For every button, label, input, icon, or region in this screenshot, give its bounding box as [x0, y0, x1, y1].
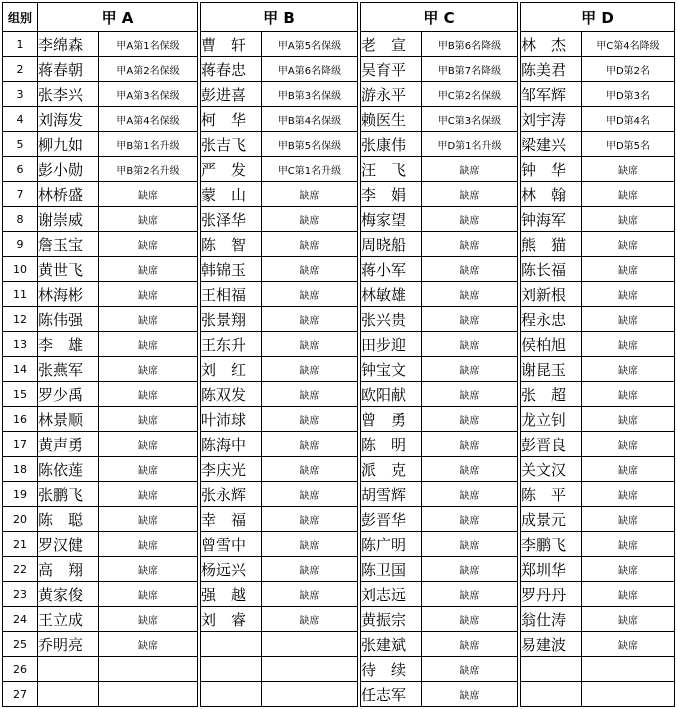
group-a-player-name: 陈伟强	[38, 307, 99, 332]
group-c-player-status: 缺席	[422, 332, 518, 357]
group-a-player-status: 缺席	[99, 182, 198, 207]
table-row	[3, 32, 675, 57]
group-b-header: 甲 B	[201, 3, 358, 32]
group-c-player-name: 林敏雄	[361, 282, 422, 307]
group-a-player-name: 彭小勋	[38, 157, 99, 182]
group-c-player-status: 甲C第2名保级	[422, 82, 518, 107]
group-b-player-name: 彭进喜	[201, 82, 262, 107]
group-c-player-status: 缺席	[422, 557, 518, 582]
group-d-player-status: 缺席	[582, 232, 675, 257]
group-d-player-name: 张 超	[521, 382, 582, 407]
group-b-player-name: 刘 睿	[201, 607, 262, 632]
group-d-player-name: 李鹏飞	[521, 532, 582, 557]
table-row	[3, 657, 675, 682]
group-b-player-status: 缺席	[262, 257, 358, 282]
group-a-player-name: 陈 聪	[38, 507, 99, 532]
group-d-player-name: 邹军辉	[521, 82, 582, 107]
group-d-player-status: 缺席	[582, 307, 675, 332]
group-c-player-status: 甲D第1名升级	[422, 132, 518, 157]
group-b-player-name: 叶沛球	[201, 407, 262, 432]
group-b-player-name: 张景翔	[201, 307, 262, 332]
group-c-player-status: 缺席	[422, 432, 518, 457]
table-row	[3, 307, 675, 332]
group-a-player-status: 缺席	[99, 232, 198, 257]
row-number: 7	[3, 182, 38, 207]
group-b-player-status: 缺席	[262, 457, 358, 482]
row-number: 5	[3, 132, 38, 157]
group-d-player-name: 刘新根	[521, 282, 582, 307]
group-a-player-status: 缺席	[99, 307, 198, 332]
group-a-player-name: 高 翔	[38, 557, 99, 582]
group-d-player-status: 缺席	[582, 407, 675, 432]
group-b-player-status: 缺席	[262, 382, 358, 407]
row-number: 9	[3, 232, 38, 257]
group-d-player-status: 缺席	[582, 582, 675, 607]
group-a-player-name: 李 雄	[38, 332, 99, 357]
group-d-header: 甲 D	[521, 3, 675, 32]
row-number: 2	[3, 57, 38, 82]
table-row	[3, 507, 675, 532]
group-a-player-name: 王立成	[38, 607, 99, 632]
group-c-player-name: 胡雪辉	[361, 482, 422, 507]
group-d-player-status: 缺席	[582, 532, 675, 557]
group-a-player-status	[99, 682, 198, 707]
group-b-player-status: 甲B第4名保级	[262, 107, 358, 132]
group-a-player-name: 张燕军	[38, 357, 99, 382]
group-a-player-status: 甲B第2名升级	[99, 157, 198, 182]
row-number: 27	[3, 682, 38, 707]
row-number: 20	[3, 507, 38, 532]
group-b-player-status: 甲B第5名保级	[262, 132, 358, 157]
group-d-player-status: 缺席	[582, 432, 675, 457]
group-b-player-status: 缺席	[262, 232, 358, 257]
row-number: 25	[3, 632, 38, 657]
row-number: 11	[3, 282, 38, 307]
group-c-player-status: 缺席	[422, 407, 518, 432]
row-number: 16	[3, 407, 38, 432]
row-number: 3	[3, 82, 38, 107]
group-d-player-status: 甲D第5名	[582, 132, 675, 157]
group-c-player-status: 缺席	[422, 282, 518, 307]
group-c-player-status: 缺席	[422, 382, 518, 407]
row-number: 18	[3, 457, 38, 482]
group-b-player-status: 缺席	[262, 182, 358, 207]
group-c-player-status: 缺席	[422, 582, 518, 607]
group-a-player-name: 张鹏飞	[38, 482, 99, 507]
group-d-player-name: 陈长福	[521, 257, 582, 282]
group-d-player-status: 缺席	[582, 557, 675, 582]
group-c-player-name: 刘志远	[361, 582, 422, 607]
roster-body	[3, 32, 675, 707]
row-number: 6	[3, 157, 38, 182]
row-number: 23	[3, 582, 38, 607]
group-a-player-name: 蒋春朝	[38, 57, 99, 82]
group-a-player-status: 缺席	[99, 582, 198, 607]
group-c-player-name: 李 娟	[361, 182, 422, 207]
group-a-player-status: 缺席	[99, 332, 198, 357]
group-c-player-status: 甲B第6名降级	[422, 32, 518, 57]
group-a-player-name: 林桥盛	[38, 182, 99, 207]
group-b-player-status: 缺席	[262, 357, 358, 382]
group-b-player-name	[201, 632, 262, 657]
table-row	[3, 257, 675, 282]
group-b-player-name: 杨远兴	[201, 557, 262, 582]
group-d-player-name	[521, 657, 582, 682]
group-b-player-status: 缺席	[262, 507, 358, 532]
header-row	[3, 3, 675, 32]
group-d-player-name: 熊 猫	[521, 232, 582, 257]
group-c-player-name: 黄振宗	[361, 607, 422, 632]
group-b-player-name	[201, 657, 262, 682]
group-d-player-status: 甲D第4名	[582, 107, 675, 132]
group-a-player-name	[38, 682, 99, 707]
group-b-player-status: 缺席	[262, 332, 358, 357]
group-a-player-status: 缺席	[99, 457, 198, 482]
table-row	[3, 157, 675, 182]
group-c-player-status: 缺席	[422, 182, 518, 207]
group-a-player-status: 缺席	[99, 557, 198, 582]
group-a-player-name: 林海彬	[38, 282, 99, 307]
group-b-player-status: 缺席	[262, 207, 358, 232]
group-d-player-status: 缺席	[582, 357, 675, 382]
group-c-player-name: 张建斌	[361, 632, 422, 657]
row-number: 19	[3, 482, 38, 507]
table-row	[3, 607, 675, 632]
group-a-player-name: 谢崇威	[38, 207, 99, 232]
group-d-player-name: 林 杰	[521, 32, 582, 57]
group-d-player-name: 陈 平	[521, 482, 582, 507]
group-c-player-status: 缺席	[422, 607, 518, 632]
group-b-player-name: 李庆光	[201, 457, 262, 482]
group-c-player-name: 田步迎	[361, 332, 422, 357]
group-d-player-name: 郑圳华	[521, 557, 582, 582]
roster-table	[2, 2, 675, 707]
row-number: 17	[3, 432, 38, 457]
group-d-player-name: 翁仕涛	[521, 607, 582, 632]
group-c-player-name: 派 克	[361, 457, 422, 482]
table-row	[3, 582, 675, 607]
group-b-player-status: 缺席	[262, 307, 358, 332]
group-c-player-status: 缺席	[422, 457, 518, 482]
group-a-player-status: 缺席	[99, 432, 198, 457]
table-row	[3, 207, 675, 232]
group-c-player-status: 缺席	[422, 157, 518, 182]
group-a-player-name: 乔明亮	[38, 632, 99, 657]
table-row	[3, 182, 675, 207]
group-a-player-name: 黄世飞	[38, 257, 99, 282]
group-c-player-name: 蒋小军	[361, 257, 422, 282]
table-row	[3, 482, 675, 507]
row-number: 13	[3, 332, 38, 357]
row-number: 14	[3, 357, 38, 382]
group-d-player-name: 侯柏旭	[521, 332, 582, 357]
group-a-player-name: 罗少禹	[38, 382, 99, 407]
table-row	[3, 382, 675, 407]
table-row	[3, 332, 675, 357]
group-d-player-status: 甲C第4名降级	[582, 32, 675, 57]
table-row	[3, 432, 675, 457]
group-a-player-name: 刘海发	[38, 107, 99, 132]
group-b-player-status: 缺席	[262, 482, 358, 507]
group-b-player-status	[262, 632, 358, 657]
group-b-player-name: 张吉飞	[201, 132, 262, 157]
group-b-player-status: 甲B第3名保级	[262, 82, 358, 107]
group-a-player-status: 缺席	[99, 382, 198, 407]
group-c-player-name: 张兴贵	[361, 307, 422, 332]
group-c-player-status: 缺席	[422, 657, 518, 682]
group-a-player-status: 缺席	[99, 282, 198, 307]
table-row	[3, 632, 675, 657]
row-number: 15	[3, 382, 38, 407]
group-d-player-name: 罗丹丹	[521, 582, 582, 607]
group-a-player-status: 缺席	[99, 607, 198, 632]
group-c-player-name: 陈卫国	[361, 557, 422, 582]
table-row	[3, 57, 675, 82]
table-row	[3, 407, 675, 432]
table-row	[3, 232, 675, 257]
group-c-player-name: 梅家望	[361, 207, 422, 232]
group-c-player-status: 缺席	[422, 357, 518, 382]
group-c-player-name: 游永平	[361, 82, 422, 107]
row-number: 21	[3, 532, 38, 557]
group-a-player-status: 甲A第1名保级	[99, 32, 198, 57]
group-d-player-status: 缺席	[582, 332, 675, 357]
group-d-player-status	[582, 682, 675, 707]
group-b-player-status	[262, 657, 358, 682]
group-c-player-name: 待 续	[361, 657, 422, 682]
group-c-header: 甲 C	[361, 3, 518, 32]
group-a-player-status: 缺席	[99, 482, 198, 507]
group-b-player-name: 刘 红	[201, 357, 262, 382]
group-d-player-status: 缺席	[582, 207, 675, 232]
group-a-player-status: 缺席	[99, 507, 198, 532]
group-d-player-status: 缺席	[582, 382, 675, 407]
group-d-player-status: 缺席	[582, 607, 675, 632]
table-row	[3, 132, 675, 157]
group-c-player-status: 缺席	[422, 232, 518, 257]
group-a-player-name: 罗汉健	[38, 532, 99, 557]
group-c-player-name: 陈广明	[361, 532, 422, 557]
group-a-player-status: 缺席	[99, 632, 198, 657]
row-number: 4	[3, 107, 38, 132]
group-b-player-name: 曹 轩	[201, 32, 262, 57]
group-b-player-name: 王东升	[201, 332, 262, 357]
group-a-player-status: 甲A第2名保级	[99, 57, 198, 82]
table-row	[3, 457, 675, 482]
group-d-player-status: 缺席	[582, 507, 675, 532]
group-c-player-status: 缺席	[422, 257, 518, 282]
group-a-player-status: 甲A第3名保级	[99, 82, 198, 107]
group-b-player-status: 缺席	[262, 282, 358, 307]
group-a-player-status: 缺席	[99, 257, 198, 282]
group-d-player-name: 梁建兴	[521, 132, 582, 157]
group-d-player-name: 林 翰	[521, 182, 582, 207]
group-b-player-name: 蒙 山	[201, 182, 262, 207]
group-d-player-status: 缺席	[582, 632, 675, 657]
row-number: 26	[3, 657, 38, 682]
group-c-player-name: 吴育平	[361, 57, 422, 82]
group-a-player-name: 陈依莲	[38, 457, 99, 482]
group-c-player-status: 缺席	[422, 507, 518, 532]
group-b-player-status: 甲C第1名升级	[262, 157, 358, 182]
group-a-player-status: 甲B第1名升级	[99, 132, 198, 157]
group-c-player-name: 张康伟	[361, 132, 422, 157]
group-b-player-status: 缺席	[262, 557, 358, 582]
group-a-player-name: 黄声勇	[38, 432, 99, 457]
group-d-player-name: 龙立钊	[521, 407, 582, 432]
group-a-player-name: 张李兴	[38, 82, 99, 107]
group-a-player-name: 林景顺	[38, 407, 99, 432]
group-a-player-name	[38, 657, 99, 682]
row-number: 10	[3, 257, 38, 282]
group-c-player-name: 周晓船	[361, 232, 422, 257]
group-d-player-status: 甲D第3名	[582, 82, 675, 107]
row-number: 8	[3, 207, 38, 232]
row-number: 1	[3, 32, 38, 57]
row-number: 24	[3, 607, 38, 632]
group-a-player-status	[99, 657, 198, 682]
group-c-player-name: 汪 飞	[361, 157, 422, 182]
group-d-player-name	[521, 682, 582, 707]
table-row	[3, 357, 675, 382]
table-row	[3, 107, 675, 132]
group-d-player-name: 刘宇涛	[521, 107, 582, 132]
group-c-player-name: 任志军	[361, 682, 422, 707]
group-b-player-status	[262, 682, 358, 707]
group-d-player-status: 缺席	[582, 257, 675, 282]
table-row	[3, 682, 675, 707]
table-row	[3, 532, 675, 557]
group-c-player-name: 曾 勇	[361, 407, 422, 432]
group-b-player-name: 柯 华	[201, 107, 262, 132]
group-d-player-status: 缺席	[582, 157, 675, 182]
group-c-player-status: 缺席	[422, 632, 518, 657]
group-a-player-status: 甲A第4名保级	[99, 107, 198, 132]
group-c-player-status: 缺席	[422, 532, 518, 557]
group-c-player-status: 甲C第3名保级	[422, 107, 518, 132]
group-b-player-status: 缺席	[262, 607, 358, 632]
row-number: 12	[3, 307, 38, 332]
group-d-player-name: 关文汉	[521, 457, 582, 482]
group-c-player-name: 老 宣	[361, 32, 422, 57]
group-c-player-name: 赖医生	[361, 107, 422, 132]
group-d-player-status: 缺席	[582, 282, 675, 307]
group-c-player-status: 缺席	[422, 682, 518, 707]
group-d-player-status: 缺席	[582, 182, 675, 207]
group-c-player-status: 缺席	[422, 207, 518, 232]
group-b-player-name: 强 越	[201, 582, 262, 607]
table-row	[3, 557, 675, 582]
group-b-player-status: 甲A第5名保级	[262, 32, 358, 57]
group-b-player-name: 张泽华	[201, 207, 262, 232]
group-b-player-name: 严 发	[201, 157, 262, 182]
group-b-player-name: 陈双发	[201, 382, 262, 407]
group-d-player-status: 缺席	[582, 482, 675, 507]
group-d-player-status: 缺席	[582, 457, 675, 482]
group-a-player-name: 詹玉宝	[38, 232, 99, 257]
group-a-player-status: 缺席	[99, 407, 198, 432]
group-d-player-name: 彭晋良	[521, 432, 582, 457]
group-b-player-name: 张永辉	[201, 482, 262, 507]
group-d-player-name: 成景元	[521, 507, 582, 532]
group-b-player-name: 蒋春忠	[201, 57, 262, 82]
group-a-player-name: 柳九如	[38, 132, 99, 157]
group-a-header: 甲 A	[38, 3, 198, 32]
group-b-player-name: 幸 福	[201, 507, 262, 532]
group-b-player-status: 缺席	[262, 582, 358, 607]
group-b-player-status: 缺席	[262, 407, 358, 432]
group-b-player-status: 缺席	[262, 432, 358, 457]
group-a-player-name: 黄家俊	[38, 582, 99, 607]
group-d-player-name: 钟 华	[521, 157, 582, 182]
group-c-player-status: 甲B第7名降级	[422, 57, 518, 82]
group-d-player-name: 程永忠	[521, 307, 582, 332]
row-number: 22	[3, 557, 38, 582]
group-c-player-name: 钟宝文	[361, 357, 422, 382]
group-d-player-status: 甲D第2名	[582, 57, 675, 82]
index-header: 组别	[3, 3, 38, 32]
group-b-player-status: 甲A第6名降级	[262, 57, 358, 82]
group-d-player-name: 谢昆玉	[521, 357, 582, 382]
table-row	[3, 282, 675, 307]
group-d-player-name: 钟海军	[521, 207, 582, 232]
group-b-player-name: 陈 智	[201, 232, 262, 257]
group-b-player-name: 曾雪中	[201, 532, 262, 557]
group-c-player-name: 欧阳献	[361, 382, 422, 407]
group-a-player-status: 缺席	[99, 207, 198, 232]
group-b-player-status: 缺席	[262, 532, 358, 557]
group-c-player-name: 陈 明	[361, 432, 422, 457]
group-b-player-name: 韩锦玉	[201, 257, 262, 282]
group-d-player-status	[582, 657, 675, 682]
group-d-player-name: 易建波	[521, 632, 582, 657]
group-a-player-status: 缺席	[99, 357, 198, 382]
group-b-player-name: 王相福	[201, 282, 262, 307]
group-b-player-name: 陈海中	[201, 432, 262, 457]
group-c-player-status: 缺席	[422, 307, 518, 332]
group-d-player-name: 陈美君	[521, 57, 582, 82]
table-row	[3, 82, 675, 107]
group-c-player-name: 彭晋华	[361, 507, 422, 532]
group-c-player-status: 缺席	[422, 482, 518, 507]
group-a-player-name: 李绵森	[38, 32, 99, 57]
group-b-player-name	[201, 682, 262, 707]
group-a-player-status: 缺席	[99, 532, 198, 557]
